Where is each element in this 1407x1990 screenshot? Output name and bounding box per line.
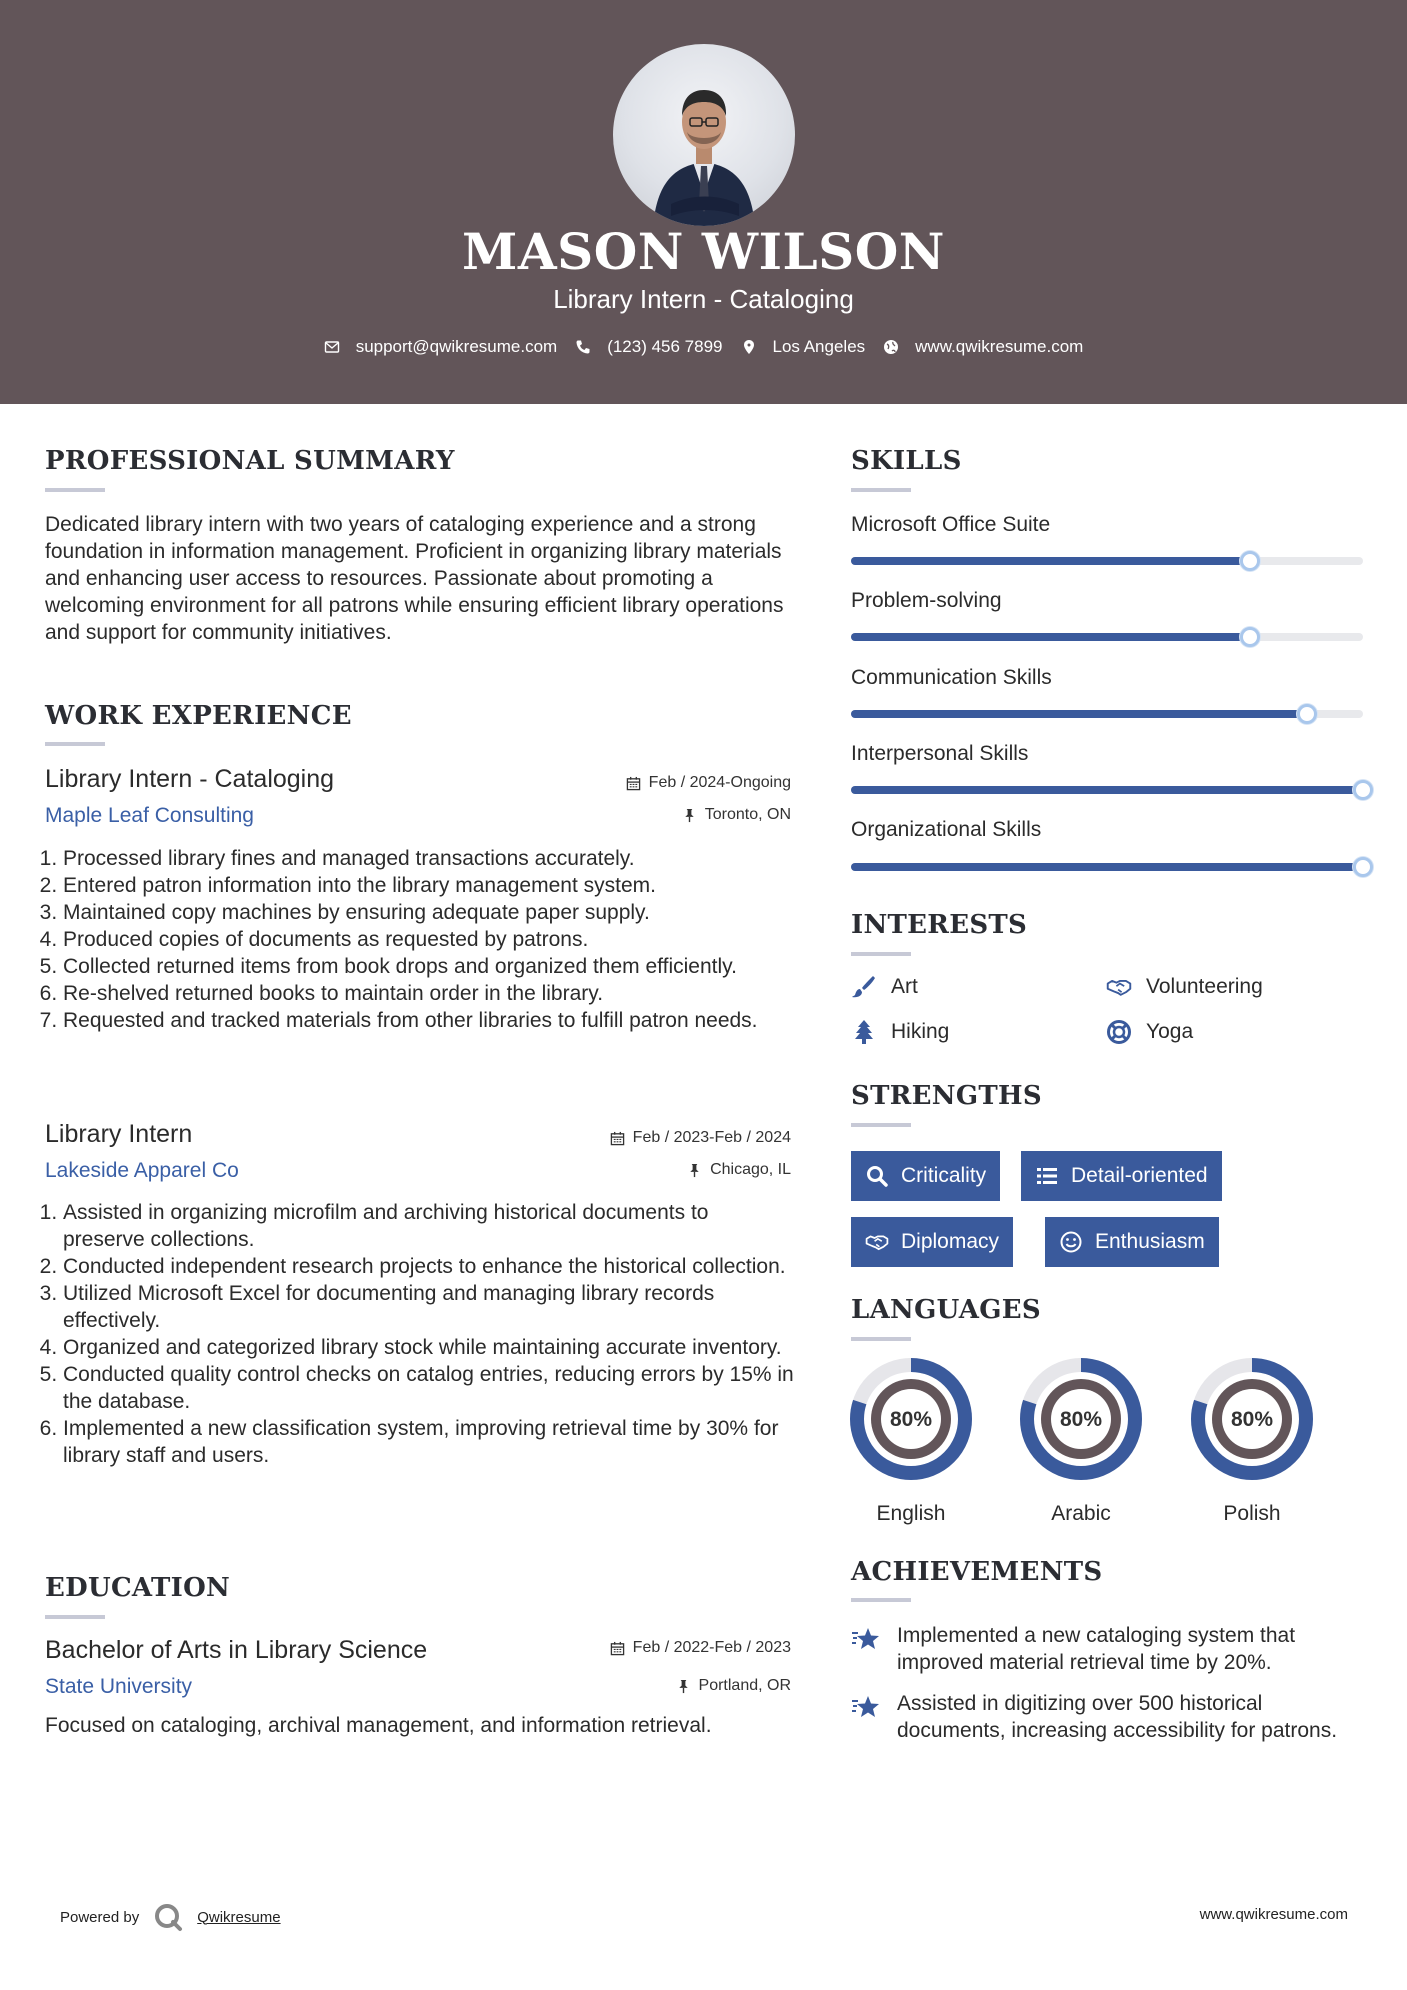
education-location — [420, 1677, 791, 1695]
interest-item — [851, 974, 918, 1000]
list-item: 3. Maintained copy machines by ensuring adequate paper supply. — [63, 899, 795, 926]
interest-label: Art — [891, 975, 918, 998]
strength-badge — [851, 1217, 1013, 1267]
contact-location-text: Los Angeles — [772, 337, 866, 356]
map-pin-icon — [741, 339, 757, 355]
skill-bar — [851, 786, 1363, 794]
calendar-icon — [626, 776, 641, 791]
pushpin-icon — [687, 1163, 702, 1178]
skill-label: Organizational Skills — [851, 818, 1042, 841]
job-location — [420, 1161, 791, 1179]
search-icon — [865, 1164, 889, 1188]
language-gauge-chart — [1020, 1358, 1142, 1480]
strength-label: Criticality — [901, 1164, 987, 1187]
profile-photo — [613, 44, 795, 226]
interest-label: Yoga — [1146, 1020, 1194, 1043]
achievement-text: Assisted in digitizing over 500 historical documents, increasing accessibility for patrons. — [897, 1692, 1338, 1742]
job-dates-text: Feb / 2024-Ongoing — [648, 774, 791, 791]
language-label: Arabic — [1051, 1502, 1111, 1525]
language-gauge — [1191, 1358, 1313, 1525]
skill-bar — [851, 710, 1363, 718]
footer-website[interactable]: www.qwikresume.com — [1199, 1906, 1348, 1923]
handshake-icon — [1106, 974, 1132, 1000]
achievements-heading: ACHIEVEMENTS — [851, 1557, 1103, 1587]
calendar-icon — [610, 1641, 625, 1656]
interest-item — [1106, 974, 1263, 1000]
globe-icon — [883, 339, 899, 355]
interest-item — [1106, 1019, 1193, 1045]
achievement-text: Implemented a new cataloging system that improved material retrieval time by 20%. — [897, 1624, 1296, 1674]
paintbrush-icon — [851, 974, 877, 1000]
education-heading: EDUCATION — [45, 1573, 231, 1603]
language-percent: 80% — [1230, 1408, 1274, 1431]
tree-icon — [851, 1019, 877, 1045]
job-dates-text: Feb / 2023-Feb / 2024 — [632, 1129, 791, 1146]
skill-bar-fill — [851, 786, 1363, 794]
list-item: 1. Assisted in organizing microfilm and archiving historical documents to preserve collections. — [63, 1199, 795, 1253]
degree-title: Bachelor of Arts in Library Science — [45, 1636, 428, 1664]
summary-rule — [45, 488, 105, 492]
qwikresume-link[interactable]: Qwikresume — [197, 1908, 281, 1926]
qwikresume-logo-icon — [153, 1902, 183, 1932]
skill-bar-fill — [851, 863, 1363, 871]
experience-heading: WORK EXPERIENCE — [45, 701, 352, 731]
education-location-text: Portland, OR — [698, 1677, 791, 1694]
job-location — [420, 806, 791, 824]
strengths-heading: STRENGTHS — [851, 1081, 1042, 1111]
skill-slider-handle[interactable] — [1240, 627, 1260, 647]
contact-phone-text: (123) 456 7899 — [607, 337, 723, 356]
summary-text: Dedicated library intern with two years of cataloging experience and a strong foundation in information management. Proficient in organizing library materials and enhancing user access to resources. Passionate about promoting a welcoming environment for all patrons while ensuring efficient library operations and support for community initiatives. — [45, 513, 784, 644]
candidate-name: MASON WILSON — [462, 222, 945, 281]
contact-website[interactable] — [883, 337, 1083, 357]
skill-bar-fill — [851, 633, 1250, 641]
experience-rule — [45, 742, 105, 746]
strength-badge — [851, 1151, 1000, 1201]
skill-bar-fill — [851, 557, 1250, 565]
list-item: 1. Processed library fines and managed transactions accurately. — [63, 845, 795, 872]
languages-rule — [851, 1337, 911, 1341]
strengths-rule — [851, 1123, 911, 1127]
contact-bar — [0, 337, 1407, 357]
list-item: 4. Organized and categorized library stock while maintaining accurate inventory. — [63, 1334, 795, 1361]
job-location-text: Toronto, ON — [704, 806, 791, 823]
skill-label: Problem-solving — [851, 589, 1002, 612]
achievement-item — [851, 1622, 1371, 1676]
skill-label: Communication Skills — [851, 666, 1052, 689]
language-percent: 80% — [1059, 1408, 1103, 1431]
list-item: 7. Requested and tracked materials from other libraries to fulfill patron needs. — [63, 1007, 795, 1034]
pushpin-icon — [676, 1679, 691, 1694]
lifebuoy-icon — [1106, 1019, 1132, 1045]
calendar-icon — [610, 1131, 625, 1146]
job-duties-list — [45, 1199, 795, 1469]
list-item: 2. Entered patron information into the library management system. — [63, 872, 795, 899]
pushpin-icon — [682, 808, 697, 823]
list-item: 5. Collected returned items from book drops and organized them efficiently. — [63, 953, 795, 980]
job-title: Library Intern — [45, 1120, 193, 1148]
list-icon — [1035, 1164, 1059, 1188]
interests-heading: INTERESTS — [851, 910, 1028, 940]
job-company[interactable]: Lakeside Apparel Co — [45, 1159, 239, 1182]
skill-bar — [851, 863, 1363, 871]
contact-phone[interactable] — [575, 337, 722, 357]
interests-rule — [851, 952, 911, 956]
interest-item — [851, 1019, 949, 1045]
contact-email[interactable] — [324, 337, 558, 357]
strength-label: Detail-oriented — [1071, 1164, 1208, 1187]
language-label: Polish — [1223, 1502, 1281, 1525]
job-company[interactable]: Maple Leaf Consulting — [45, 804, 254, 827]
job-duties-list — [45, 845, 795, 1034]
powered-by-text: Powered by — [60, 1908, 140, 1926]
education-rule — [45, 1615, 105, 1619]
star-icon — [851, 1692, 881, 1722]
language-gauge-chart — [850, 1358, 972, 1480]
language-gauge — [850, 1358, 972, 1525]
list-item: 2. Conducted independent research projects to enhance the historical collection. — [63, 1253, 795, 1280]
job-location-text: Chicago, IL — [710, 1161, 791, 1178]
interest-label: Volunteering — [1146, 975, 1263, 998]
skill-slider-handle[interactable] — [1297, 704, 1317, 724]
education-dates-text: Feb / 2022-Feb / 2023 — [632, 1639, 791, 1656]
contact-website-text: www.qwikresume.com — [915, 337, 1084, 356]
star-icon — [851, 1624, 881, 1654]
education-dates — [420, 1639, 791, 1657]
job-dates — [420, 774, 791, 792]
list-item: 5. Conducted quality control checks on catalog entries, reducing errors by 15% in the database. — [63, 1361, 795, 1415]
summary-heading: PROFESSIONAL SUMMARY — [45, 446, 455, 476]
skills-heading: SKILLS — [851, 446, 962, 476]
skill-slider-handle[interactable] — [1240, 551, 1260, 571]
list-item: 6. Implemented a new classification system, improving retrieval time by 30% for library staff and users. — [63, 1415, 795, 1469]
interest-label: Hiking — [891, 1020, 950, 1043]
skill-slider-handle[interactable] — [1353, 780, 1373, 800]
language-gauge — [1020, 1358, 1142, 1525]
achievement-item — [851, 1690, 1371, 1744]
skill-label: Microsoft Office Suite — [851, 513, 1051, 536]
job-title: Library Intern - Cataloging — [45, 765, 335, 793]
resume-header — [0, 0, 1407, 404]
strength-label: Enthusiasm — [1095, 1230, 1205, 1253]
candidate-title: Library Intern - Cataloging — [553, 284, 854, 314]
achievements-rule — [851, 1598, 911, 1602]
list-item: 3. Utilized Microsoft Excel for documenting and managing library records effectively. — [63, 1280, 795, 1334]
smile-icon — [1059, 1230, 1083, 1254]
strength-badge — [1021, 1151, 1222, 1201]
skills-rule — [851, 488, 911, 492]
language-gauge-chart — [1191, 1358, 1313, 1480]
language-label: English — [876, 1502, 946, 1525]
skill-slider-handle[interactable] — [1353, 857, 1373, 877]
skill-bar — [851, 557, 1363, 565]
strength-badge — [1045, 1217, 1219, 1267]
language-percent: 80% — [889, 1408, 933, 1431]
footer-powered-by — [60, 1902, 281, 1932]
languages-heading: LANGUAGES — [851, 1295, 1041, 1325]
envelope-icon — [324, 339, 340, 355]
list-item: 4. Produced copies of documents as requested by patrons. — [63, 926, 795, 953]
skill-bar — [851, 633, 1363, 641]
phone-icon — [575, 339, 591, 355]
strength-label: Diplomacy — [901, 1230, 1000, 1253]
job-dates — [420, 1129, 791, 1147]
school-name[interactable]: State University — [45, 1675, 193, 1698]
contact-location — [741, 337, 866, 357]
contact-email-text: support@qwikresume.com — [355, 337, 558, 356]
skill-label: Interpersonal Skills — [851, 742, 1029, 765]
handshake-icon — [865, 1230, 889, 1254]
skill-bar-fill — [851, 710, 1307, 718]
list-item: 6. Re-shelved returned books to maintain order in the library. — [63, 980, 795, 1007]
education-description: Focused on cataloging, archival management, and information retrieval. — [45, 1714, 712, 1737]
